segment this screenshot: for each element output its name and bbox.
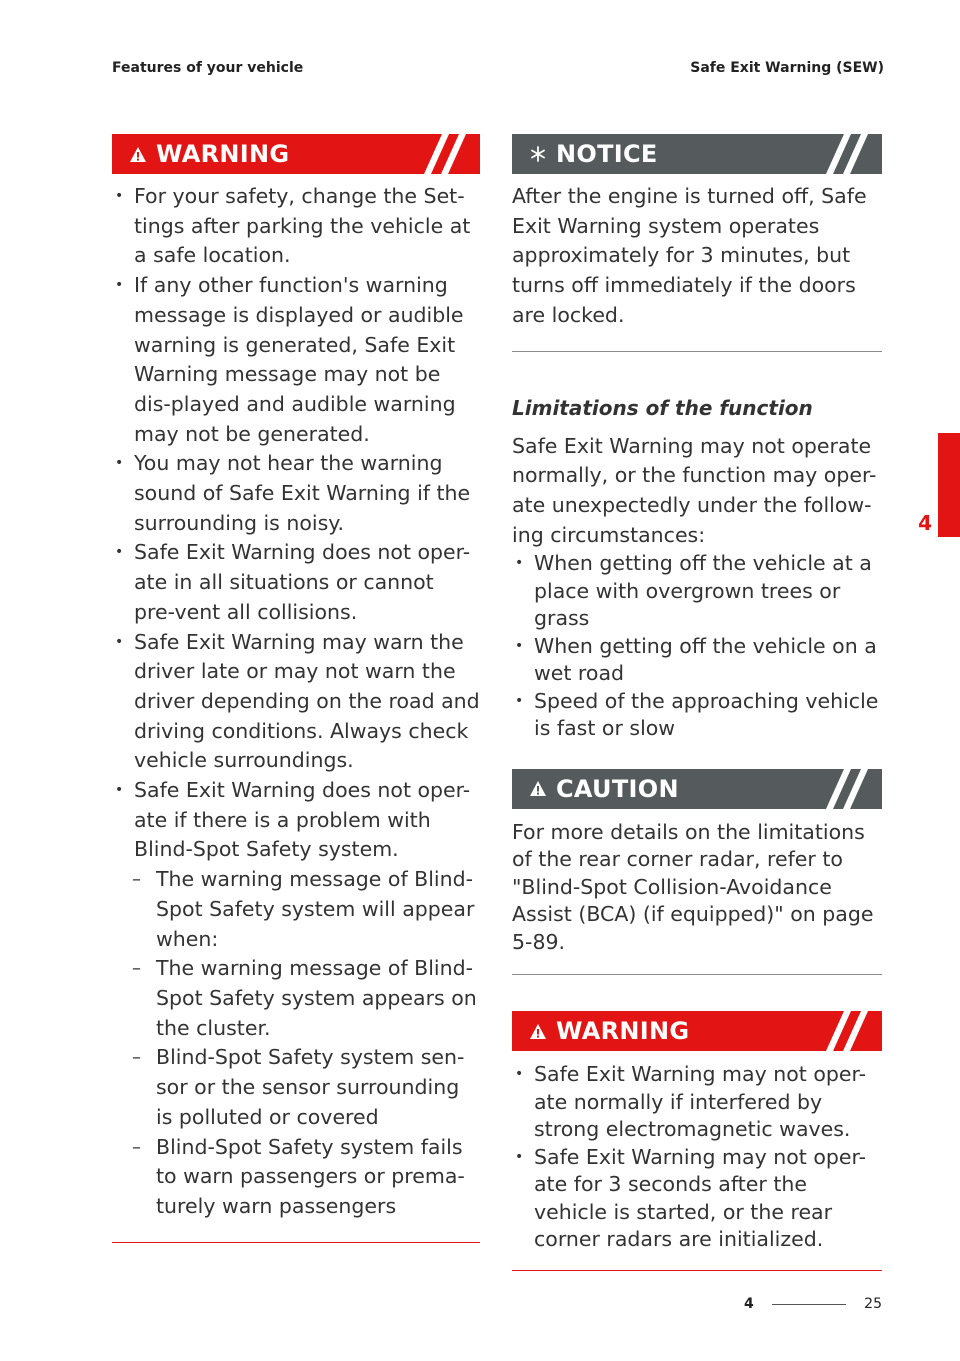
warning2-banner <box>512 1011 882 1051</box>
banner-stripes-icon <box>822 769 872 809</box>
list-item: • For your safety, change the Set-tings after parking the vehicle at a safe location. <box>112 182 480 271</box>
chapter-tab-number: 4 <box>918 511 932 535</box>
caution-text: For more details on the limitations of the rear corner radar, refer to "Blind-Spot Collision-Avoidance Assist (BCA) (if equipped)" on page 5-89. <box>512 819 874 954</box>
list-item: • If any other function's warning message is displayed or audible warning is generated, Safe Exit Warning message may not be dis-played and audible warning may not be generated. <box>112 271 480 449</box>
banner-stripes-icon <box>822 1011 872 1051</box>
notice-title: NOTICE <box>556 140 658 168</box>
warning-triangle-icon <box>128 146 148 163</box>
caution-end-rule <box>512 974 882 975</box>
limitations-list <box>512 550 882 743</box>
list-item: • When getting off the vehicle on a wet road <box>512 633 882 688</box>
limitations-intro: Safe Exit Warning may not operate normally, or the function may oper-ate unexpectedly under the follow-ing circumstances: <box>512 433 877 547</box>
sub-list-item: – The warning message of Blind-Spot Safety system appears on the cluster. <box>112 954 480 1043</box>
page-footer <box>744 1296 882 1312</box>
warning-list <box>112 182 480 865</box>
footer-chapter: 4 <box>744 1296 754 1312</box>
banner-stripes-icon <box>420 134 470 174</box>
sub-list-item: – The warning message of Blind-Spot Safety system will appear when: <box>112 865 480 954</box>
list-item: • Safe Exit Warning may not oper-ate normally if interfered by strong electromagnetic waves. <box>512 1061 882 1144</box>
warning2-title: WARNING <box>556 1017 690 1046</box>
banner-stripes-icon <box>822 134 872 174</box>
sub-list-item: – Blind-Spot Safety system fails to warn passengers or prema-turely warn passengers <box>112 1133 480 1222</box>
left-column <box>112 134 480 1243</box>
footer-divider <box>772 1304 846 1305</box>
warning-end-rule <box>112 1242 480 1243</box>
list-item: • Safe Exit Warning does not oper-ate if there is a problem with Blind-Spot Safety system. <box>112 776 480 865</box>
list-item: • Safe Exit Warning does not oper-ate in all situations or cannot pre-vent all collisions. <box>112 538 480 627</box>
list-item: • Speed of the approaching vehicle is fast or slow <box>512 688 882 743</box>
caution-title: CAUTION <box>556 774 679 803</box>
limitations-heading: Limitations of the function <box>512 395 813 420</box>
list-item: • Safe Exit Warning may warn the driver late or may not warn the driver depending on the road and driving conditions. Always check vehicle surroundings. <box>112 628 480 777</box>
list-item: • Safe Exit Warning may not oper-ate for 3 seconds after the vehicle is started, or the rear corner radars are initialized. <box>512 1144 882 1254</box>
chapter-tab <box>938 433 960 537</box>
notice-asterisk-icon <box>528 146 548 162</box>
notice-end-rule <box>512 351 882 352</box>
warning-triangle-icon <box>528 1023 548 1040</box>
caution-banner <box>512 769 882 809</box>
sub-list-item: – Blind-Spot Safety system sen-sor or the sensor surrounding is polluted or covered <box>112 1043 480 1132</box>
warning-sub-list <box>112 865 480 1221</box>
warning2-end-rule <box>512 1270 882 1271</box>
right-column <box>512 134 882 1271</box>
page-number: 25 <box>864 1296 882 1312</box>
warning-triangle-icon <box>528 780 548 797</box>
warning-banner <box>112 134 480 174</box>
list-item: • You may not hear the warning sound of Safe Exit Warning if the surrounding is noisy. <box>112 449 480 538</box>
list-item: • When getting off the vehicle at a place with overgrown trees or grass <box>512 550 882 633</box>
warning2-list <box>512 1061 882 1254</box>
notice-banner <box>512 134 882 174</box>
header-topic-title: Safe Exit Warning (SEW) <box>690 60 884 76</box>
warning-title: WARNING <box>156 140 290 168</box>
notice-text: After the engine is turned off, Safe Exit Warning system operates approximately for 3 minutes, but turns off immediately if the doors are locked. <box>512 184 867 327</box>
header-section-title: Features of your vehicle <box>112 60 304 76</box>
